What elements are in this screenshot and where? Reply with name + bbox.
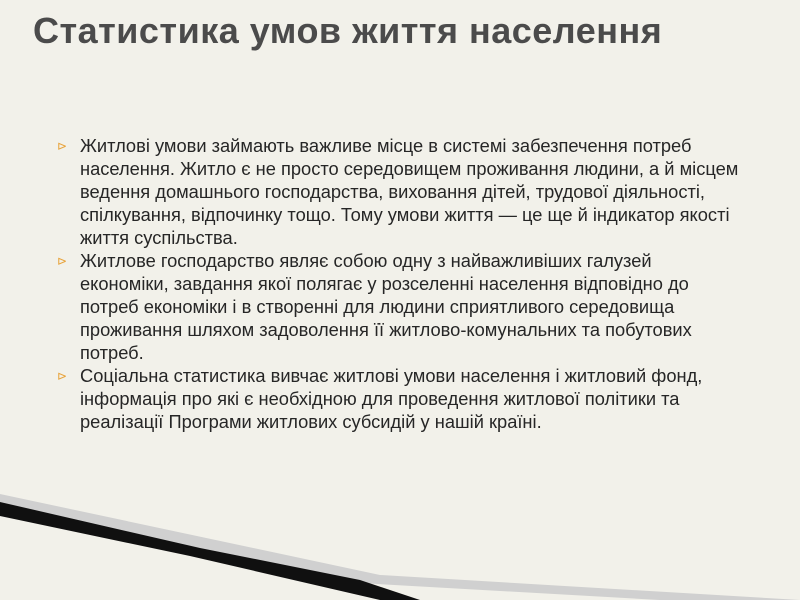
bullet-arrow-icon: ⊳ — [57, 254, 68, 268]
bullet-arrow-icon: ⊳ — [57, 139, 68, 153]
bullet-item-3 — [55, 364, 745, 433]
swoosh-dark-band — [0, 502, 420, 600]
swoosh-light-band — [0, 494, 800, 600]
bullet-text-1: Житлові умови займають важливе місце в системі забезпечення потреб населення. Житло є не просто середовищем проживання людини, а й місцем ведення домашнього господарства, виховання дітей, трудової діяльності, спілкування, відпочинку тощо. Тому умови життя — це ще й індикатор якості життя суспільства. — [80, 135, 739, 248]
bullet-item-2 — [55, 249, 745, 364]
bullet-list — [55, 134, 745, 433]
bullet-text-2: Житлове господарство являє собою одну з найважливіших галузей економіки, завдання якої полягає у розселенні населення відповідно до потреб економіки і в створенні для людини сприятливого середовища проживання шляхом задоволення її житлово-комунальних та побутових потреб. — [80, 250, 692, 363]
bullet-text-3: Соціальна статистика вивчає житлові умови населення і житловий фонд, інформація про які є необхідною для проведення житлової політики та реалізації Програми житлових субсидій у нашій країні. — [80, 365, 703, 432]
bullet-arrow-icon: ⊳ — [57, 369, 68, 383]
slide-title: Статистика умов життя населення — [33, 10, 663, 51]
bullet-item-1 — [55, 134, 745, 249]
